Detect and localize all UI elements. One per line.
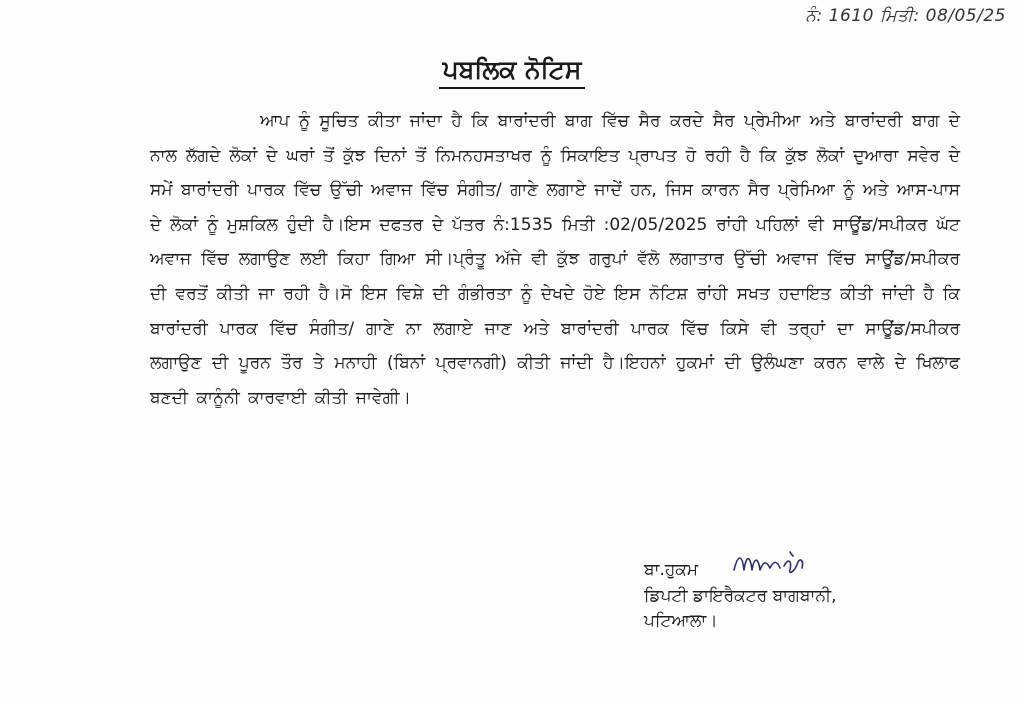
handwritten-signature (730, 548, 816, 578)
signature-block (644, 558, 1004, 634)
notice-body: ਆਪ ਨੂੰ ਸੂਚਿਤ ਕੀਤਾ ਜਾਂਦਾ ਹੈ ਕਿ ਬਾਰਾਂਦਰੀ ਬਾਗ ਵਿੱਚ ਸੈਰ ਕਰਦੇ ਸੈਰ ਪ੍ਰੇਮੀਆ ਅਤੇ ਬਾਰਾਂਦਰੀ ਬਾਗ ਦੇ ਨਾਲ ਲੱਗਦੇ ਲੋਕਾਂ ਦੇ ਘਰਾਂ ਤੋਂ ਕੁੱਝ ਦਿਨਾਂ ਤੋਂ ਨਿਮਨਹਸਤਾਖਰ ਨੂੰ ਸਿਕਾਇਤ ਪ੍ਰਾਪਤ ਹੋ ਰਹੀ ਹੈ ਕਿ ਕੁੱਝ ਲੋਕਾਂ ਦੁਆਰਾ ਸਵੇਰ ਦੇ ਸਮੇਂ ਬਾਰਾਂਦਰੀ ਪਾਰਕ ਵਿੱਚ ਉੱਚੀ ਅਵਾਜ ਵਿੱਚ ਸੰਗੀਤ/ ਗਾਣੇ ਲਗਾਏ ਜਾਦੇਂ ਹਨ, ਜਿਸ ਕਾਰਨ ਸੈਰ ਪ੍ਰੇਮਿਆ ਨੂੰ ਅਤੇ ਆਸ-ਪਾਸ ਦੇ ਲੋਕਾਂ ਨੂੰ ਮੁਸ਼ਕਿਲ ਹੁੰਦੀ ਹੈ।ਇਸ ਦਫਤਰ ਦੇ ਪੱਤਰ ਨੰ:1535 ਮਿਤੀ :02/05/2025 ਰਾਂਹੀ ਪਹਿਲਾਂ ਵੀ ਸਾਊਂਡ/ਸਪੀਕਰ ਘੱਟ ਅਵਾਜ ਵਿੱਚ ਲਗਾਉਣ ਲਈ ਕਿਹਾ ਗਿਆ ਸੀ।ਪ੍ਰੰਤੂ ਅੱਜੇ ਵੀ ਕੁੱਝ ਗਰੁਪਾਂ ਵੱਲੋ ਲਗਾਤਾਰ ਉੱਚੀ ਅਵਾਜ ਵਿੱਚ ਸਾਊਂਡ/ਸਪੀਕਰ ਦੀ ਵਰਤੋਂ ਕੀਤੀ ਜਾ ਰਹੀ ਹੈ।ਸੋ ਇਸ ਵਿਸ਼ੇ ਦੀ ਗੰਭੀਰਤਾ ਨੂੰ ਦੇਖਦੇ ਹੋਏ ਇਸ ਨੋਟਿਸ਼ ਰਾਂਹੀ ਸਖਤ ਹਦਾਇਤ ਕੀਤੀ ਜਾਂਦੀ ਹੈ ਕਿ ਬਾਰਾਂਦਰੀ ਪਾਰਕ ਵਿੱਚ ਸੰਗੀਤ/ ਗਾਣੇ ਨਾ ਲਗਾਏ ਜਾਣ ਅਤੇ ਬਾਰਾਂਦਰੀ ਪਾਰਕ ਵਿੱਚ ਕਿਸੇ ਵੀ ਤਰ੍ਹਾਂ ਦਾ ਸਾਊਂਡ/ਸਪੀਕਰ ਲਗਾਉਣ ਦੀ ਪੂਰਨ ਤੌਰ ਤੇ ਮਨਾਹੀ (ਬਿਨਾਂ ਪ੍ਰਵਾਨਗੀ) ਕੀਤੀ ਜਾਂਦੀ ਹੈ।ਇਹਨਾਂ ਹੁਕਮਾਂ ਦੀ ਉਲੰਘਣਾ ਕਰਨ ਵਾਲੇ ਦੇ ਖਿਲਾਫ ਬਣਦੀ ਕਾਨੂੰਨੀ ਕਾਰਵਾਈ ਕੀਤੀ ਜਾਵੇਗੀ। (150, 111, 960, 408)
notice-title-container (0, 55, 1024, 89)
by-order-row (644, 558, 1004, 584)
signatory-designation: ਡਿਪਟੀ ਡਾਇਰੈਕਟਰ ਬਾਗਬਾਨੀ, (644, 586, 837, 606)
by-order-label: ਬਾ.ਹੁਕਮ (644, 560, 699, 580)
notice-title: ਪਬਲਿਕ ਨੋਟਿਸ (439, 55, 586, 89)
signatory-location: ਪਟਿਆਲਾ। (644, 611, 718, 631)
reference-number-date: ਨੰ: 1610 ਮਿਤੀ: 08/05/25 (805, 6, 1006, 26)
